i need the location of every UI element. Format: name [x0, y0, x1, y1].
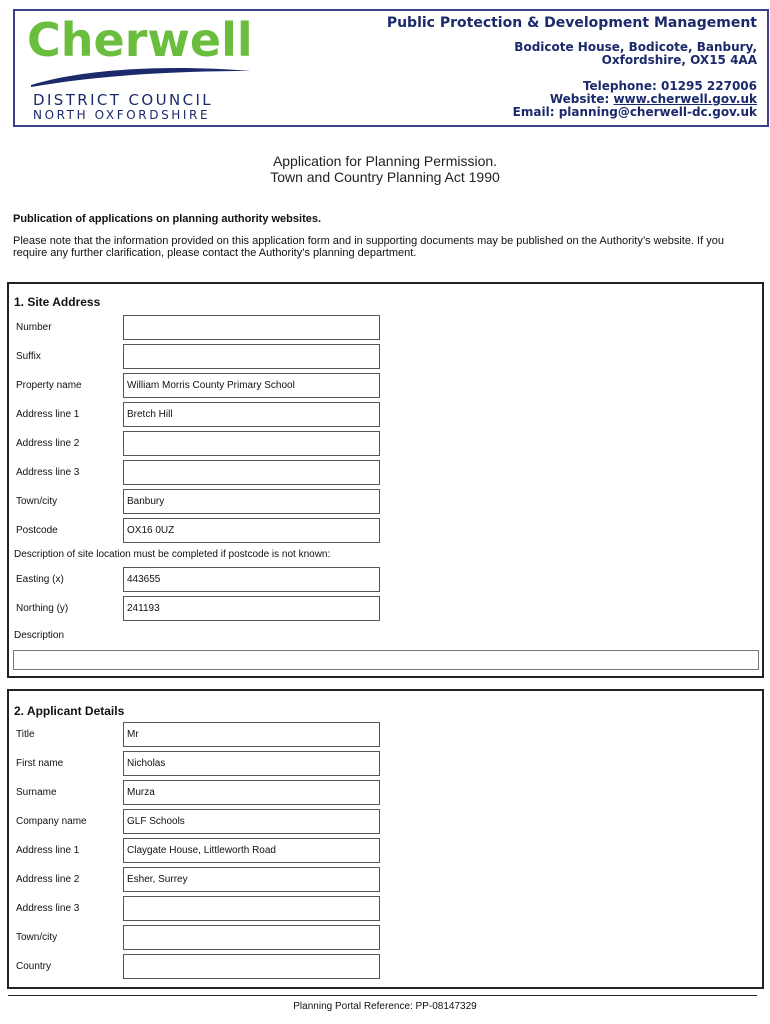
form-title-line2: Town and Country Planning Act 1990: [270, 169, 500, 185]
footer-divider: [8, 995, 757, 996]
applicant-town-city-row: [9, 925, 762, 951]
field-label: Town/city: [16, 496, 58, 507]
address-line3-row: [9, 460, 762, 486]
country-field[interactable]: [123, 954, 380, 979]
description-label: Description: [14, 630, 65, 641]
email-link[interactable]: planning@cherwell-dc.gov.uk: [558, 105, 757, 119]
field-label: Property name: [16, 380, 82, 391]
title-row: [9, 722, 762, 748]
surname-row: [9, 780, 762, 806]
number-field[interactable]: [123, 315, 380, 340]
property-name-row: [9, 373, 762, 399]
publication-heading: Publication of applications on planning authority websites.: [13, 213, 322, 225]
field-label: Country: [16, 961, 52, 972]
council-letterhead: [13, 9, 769, 127]
council-address-line1: Bodicote House, Bodicote, Banbury,: [514, 40, 757, 54]
website-label: Website:: [549, 92, 610, 106]
applicant-town-city-field[interactable]: [123, 925, 380, 950]
logo-swoosh-icon: [29, 61, 254, 89]
northing-row: [9, 596, 762, 622]
town-city-row: [9, 489, 762, 515]
field-label: Easting (x): [16, 574, 64, 585]
easting-field[interactable]: 443655: [123, 567, 380, 592]
easting-row: [9, 567, 762, 593]
field-label: Address line 3: [16, 903, 80, 914]
email-line: [513, 105, 757, 119]
first-name-field[interactable]: Nicholas: [123, 751, 380, 776]
suffix-field[interactable]: [123, 344, 380, 369]
number-row: [9, 315, 762, 341]
field-label: Address line 2: [16, 874, 80, 885]
property-name-field[interactable]: William Morris County Primary School: [123, 373, 380, 398]
website-link[interactable]: www.cherwell.gov.uk: [613, 92, 757, 106]
field-label: Suffix: [16, 351, 41, 362]
company-name-field[interactable]: GLF Schools: [123, 809, 380, 834]
field-label: Postcode: [16, 525, 58, 536]
council-address-line2: Oxfordshire, OX15 4AA: [601, 53, 757, 67]
publication-text: Please note that the information provided on this application form and in supporting documents may be published on the Authority’s website. If you require any further clarification, please contact the Authority’s planning department.: [13, 235, 724, 259]
field-label: Northing (y): [16, 603, 69, 614]
applicant-address-line1-field[interactable]: Claygate House, Littleworth Road: [123, 838, 380, 863]
address-line1-field[interactable]: Bretch Hill: [123, 402, 380, 427]
section-heading: 2. Applicant Details: [14, 704, 125, 718]
field-label: First name: [16, 758, 64, 769]
field-label: Number: [16, 322, 52, 333]
postcode-field[interactable]: OX16 0UZ: [123, 518, 380, 543]
address-line1-row: [9, 402, 762, 428]
location-note: Description of site location must be completed if postcode is not known:: [14, 549, 331, 560]
surname-field[interactable]: Murza: [123, 780, 380, 805]
council-name-line2: NORTH OXFORDSHIRE: [33, 108, 211, 122]
address-line2-row: [9, 431, 762, 457]
council-name-line1: DISTRICT COUNCIL: [33, 91, 214, 109]
applicant-address-line3-field[interactable]: [123, 896, 380, 921]
site-address-section: [7, 282, 764, 678]
field-label: Company name: [16, 816, 87, 827]
field-label: Address line 2: [16, 438, 80, 449]
telephone-number: 01295 227006: [660, 79, 757, 93]
field-label: Address line 1: [16, 845, 80, 856]
field-label: Town/city: [16, 932, 58, 943]
town-city-field[interactable]: Banbury: [123, 489, 380, 514]
website-line: [550, 92, 757, 106]
section-heading: 1. Site Address: [14, 295, 101, 309]
form-title-line1: Application for Planning Permission.: [272, 153, 498, 169]
title-field[interactable]: Mr: [123, 722, 380, 747]
field-label: Address line 3: [16, 467, 80, 478]
field-label: Surname: [16, 787, 57, 798]
applicant-details-section: [7, 689, 764, 989]
suffix-row: [9, 344, 762, 370]
field-label: Address line 1: [16, 409, 80, 420]
applicant-address-line1-row: [9, 838, 762, 864]
description-field[interactable]: [13, 650, 759, 670]
department-name: Public Protection & Development Management: [386, 15, 757, 31]
postcode-row: [9, 518, 762, 544]
applicant-address-line2-field[interactable]: Esher, Surrey: [123, 867, 380, 892]
company-name-row: [9, 809, 762, 835]
applicant-address-line2-row: [9, 867, 762, 893]
country-row: [9, 954, 762, 980]
telephone-label: Telephone:: [582, 79, 657, 93]
applicant-address-line3-row: [9, 896, 762, 922]
telephone-line: [583, 79, 757, 93]
first-name-row: [9, 751, 762, 777]
address-line3-field[interactable]: [123, 460, 380, 485]
portal-reference: Planning Portal Reference: PP-08147329: [293, 1001, 477, 1012]
field-label: Title: [16, 729, 35, 740]
email-label: Email:: [512, 105, 555, 119]
address-line2-field[interactable]: [123, 431, 380, 456]
cherwell-logo: Cherwell: [27, 13, 253, 67]
northing-field[interactable]: 241193: [123, 596, 380, 621]
